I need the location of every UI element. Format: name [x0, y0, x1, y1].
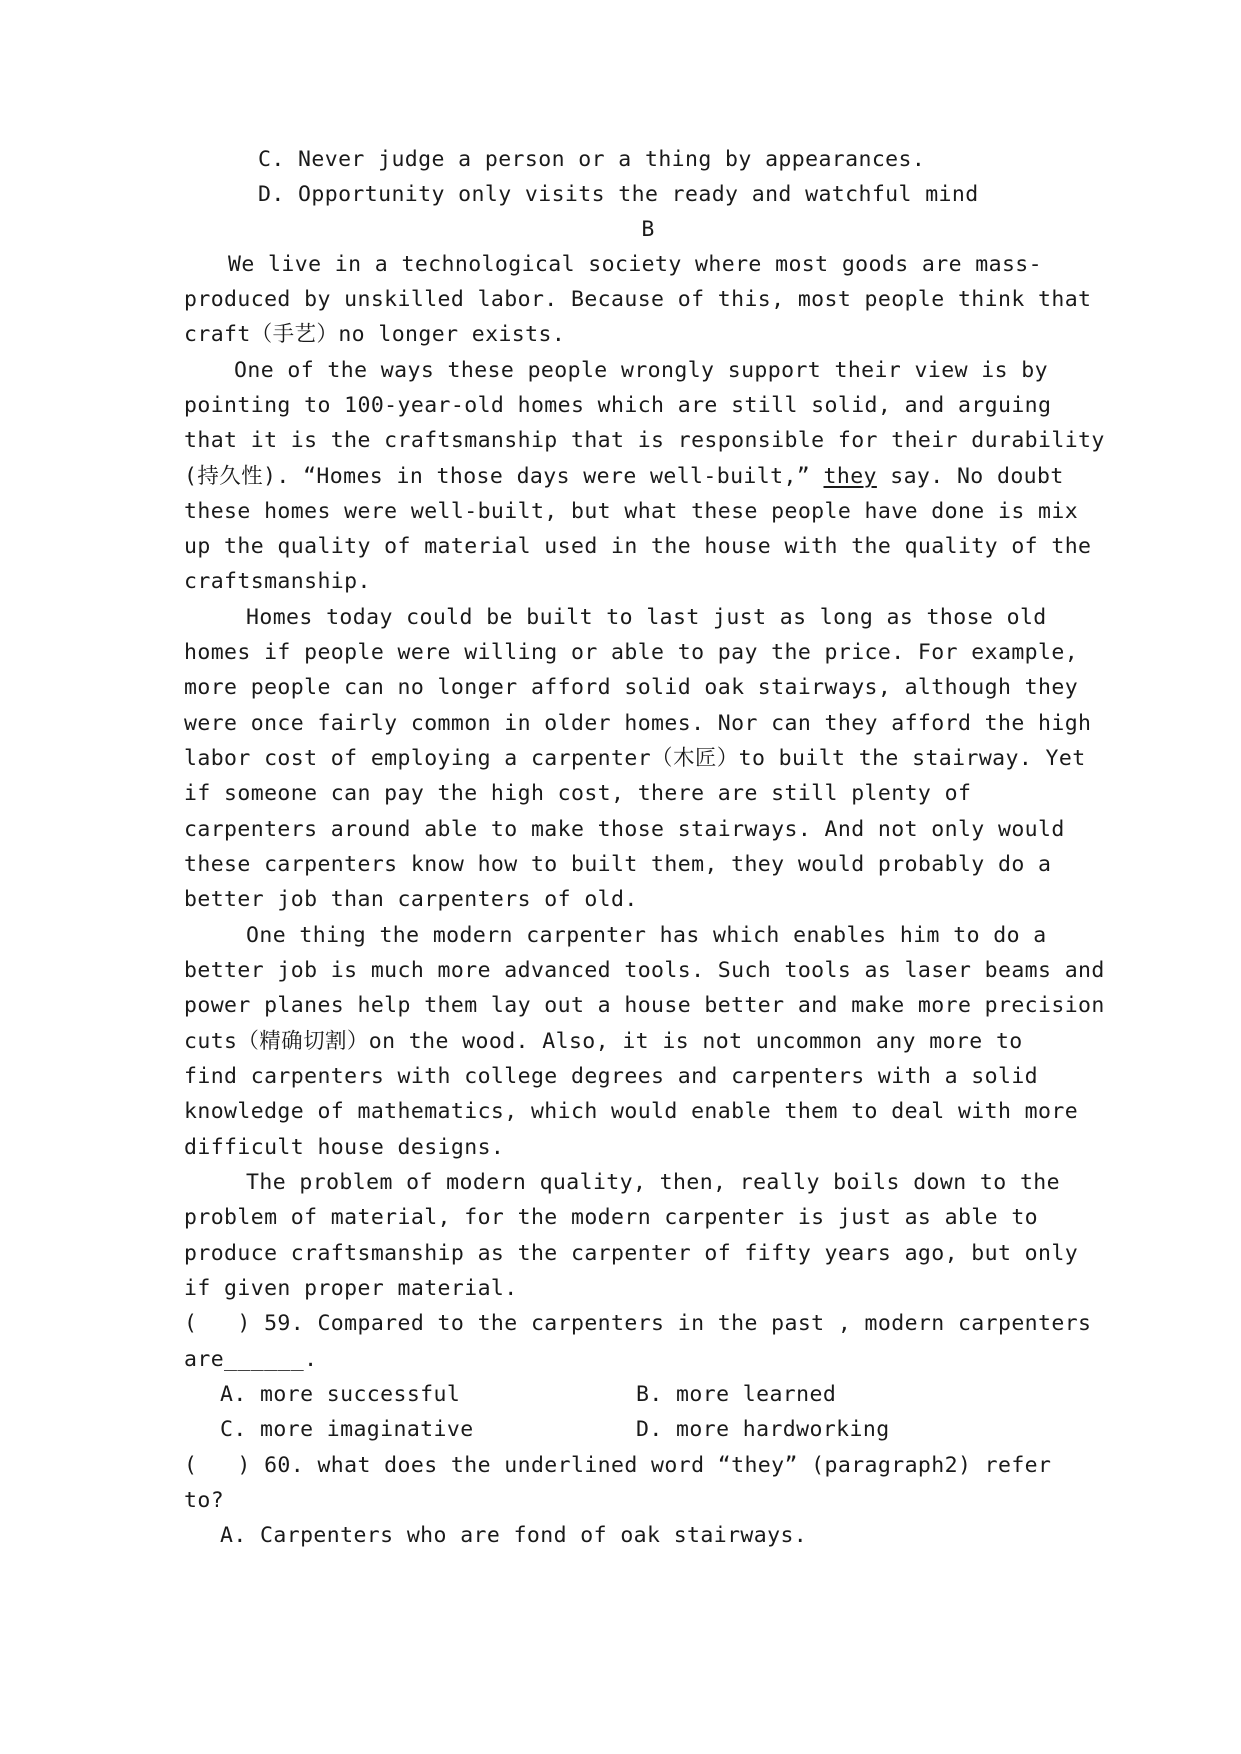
passage-p1-line: produced by unskilled labor. Because of this, most people think that	[184, 287, 1092, 312]
question-60-option-a[interactable]: A. Carpenters who are fond of oak stairways.	[220, 1523, 808, 1548]
passage-p3-line: carpenters around able to make those stairways. And not only would	[184, 817, 1065, 842]
question-59-stem: are______.	[184, 1347, 318, 1372]
passage-p4-line: cuts（精确切割）on the wood. Also, it is not uncommon any more to	[184, 1029, 1023, 1054]
passage-p3-line: better job than carpenters of old.	[184, 887, 638, 912]
passage-p3-line: labor cost of employing a carpenter（木匠）to built the stairway. Yet	[184, 746, 1086, 771]
passage-p4-line: One thing the modern carpenter has which enables him to do a	[246, 923, 1047, 948]
previous-option-d: D. Opportunity only visits the ready and watchful mind	[258, 182, 979, 207]
question-59-option-b[interactable]: B. more learned	[636, 1382, 837, 1407]
question-60-stem: ( ) 60. what does the underlined word “they” (paragraph2) refer	[184, 1453, 1052, 1478]
passage-p2-line: up the quality of material used in the house with the quality of the	[184, 534, 1092, 559]
previous-option-c: C. Never judge a person or a thing by appearances.	[258, 147, 926, 172]
passage-p4-line: find carpenters with college degrees and carpenters with a solid	[184, 1064, 1039, 1089]
passage-p1-line: craft（手艺）no longer exists.	[184, 322, 566, 347]
question-60-stem: to?	[184, 1488, 225, 1513]
passage-p2-line: craftsmanship.	[184, 569, 371, 594]
passage-p2-line	[184, 459, 1064, 495]
passage-p5-line: problem of material, for the modern carpenter is just as able to	[184, 1205, 1039, 1230]
passage-p3-line: if someone can pay the high cost, there are still plenty of	[184, 781, 972, 806]
passage-p3-line: homes if people were willing or able to pay the price. For example,	[184, 640, 1079, 665]
passage-p2-line: One of the ways these people wrongly support their view is by	[234, 358, 1048, 383]
passage-p2-text: (持久性). “Homes in those days were well-built,”	[184, 464, 824, 489]
section-label: B	[641, 217, 655, 242]
passage-p4-line: power planes help them lay out a house better and make more precision	[184, 993, 1105, 1018]
passage-p5-line: produce craftsmanship as the carpenter of fifty years ago, but only	[184, 1241, 1079, 1266]
passage-p3-line: these carpenters know how to built them, they would probably do a	[184, 852, 1052, 877]
passage-p5-line: The problem of modern quality, then, really boils down to the	[246, 1170, 1060, 1195]
passage-p3-line: Homes today could be built to last just as long as those old	[246, 605, 1047, 630]
passage-p2-text: say. No doubt	[876, 464, 1064, 489]
underlined-word-they: they	[823, 464, 877, 489]
passage-p1-line: We live in a technological society where most goods are mass-	[228, 252, 1042, 277]
question-59-option-c[interactable]: C. more imaginative	[220, 1417, 474, 1442]
passage-p4-line: difficult house designs.	[184, 1135, 505, 1160]
passage-p2-line: these homes were well-built, but what these people have done is mix	[184, 499, 1079, 524]
question-59-stem: ( ) 59. Compared to the carpenters in the past , modern carpenters	[184, 1311, 1092, 1336]
passage-p3-line: more people can no longer afford solid oak stairways, although they	[184, 675, 1079, 700]
passage-p5-line: if given proper material.	[184, 1276, 518, 1301]
passage-p4-line: knowledge of mathematics, which would enable them to deal with more	[184, 1099, 1079, 1124]
passage-p4-line: better job is much more advanced tools. Such tools as laser beams and	[184, 958, 1105, 983]
passage-p3-line: were once fairly common in older homes. Nor can they afford the high	[184, 711, 1092, 736]
passage-p2-line: that it is the craftsmanship that is responsible for their durability	[184, 428, 1105, 453]
question-59-options-row	[220, 1377, 460, 1413]
question-59-option-a[interactable]: A. more successful	[220, 1382, 461, 1407]
passage-p2-line: pointing to 100-year-old homes which are still solid, and arguing	[184, 393, 1052, 418]
question-59-option-d[interactable]: D. more hardworking	[636, 1417, 890, 1442]
